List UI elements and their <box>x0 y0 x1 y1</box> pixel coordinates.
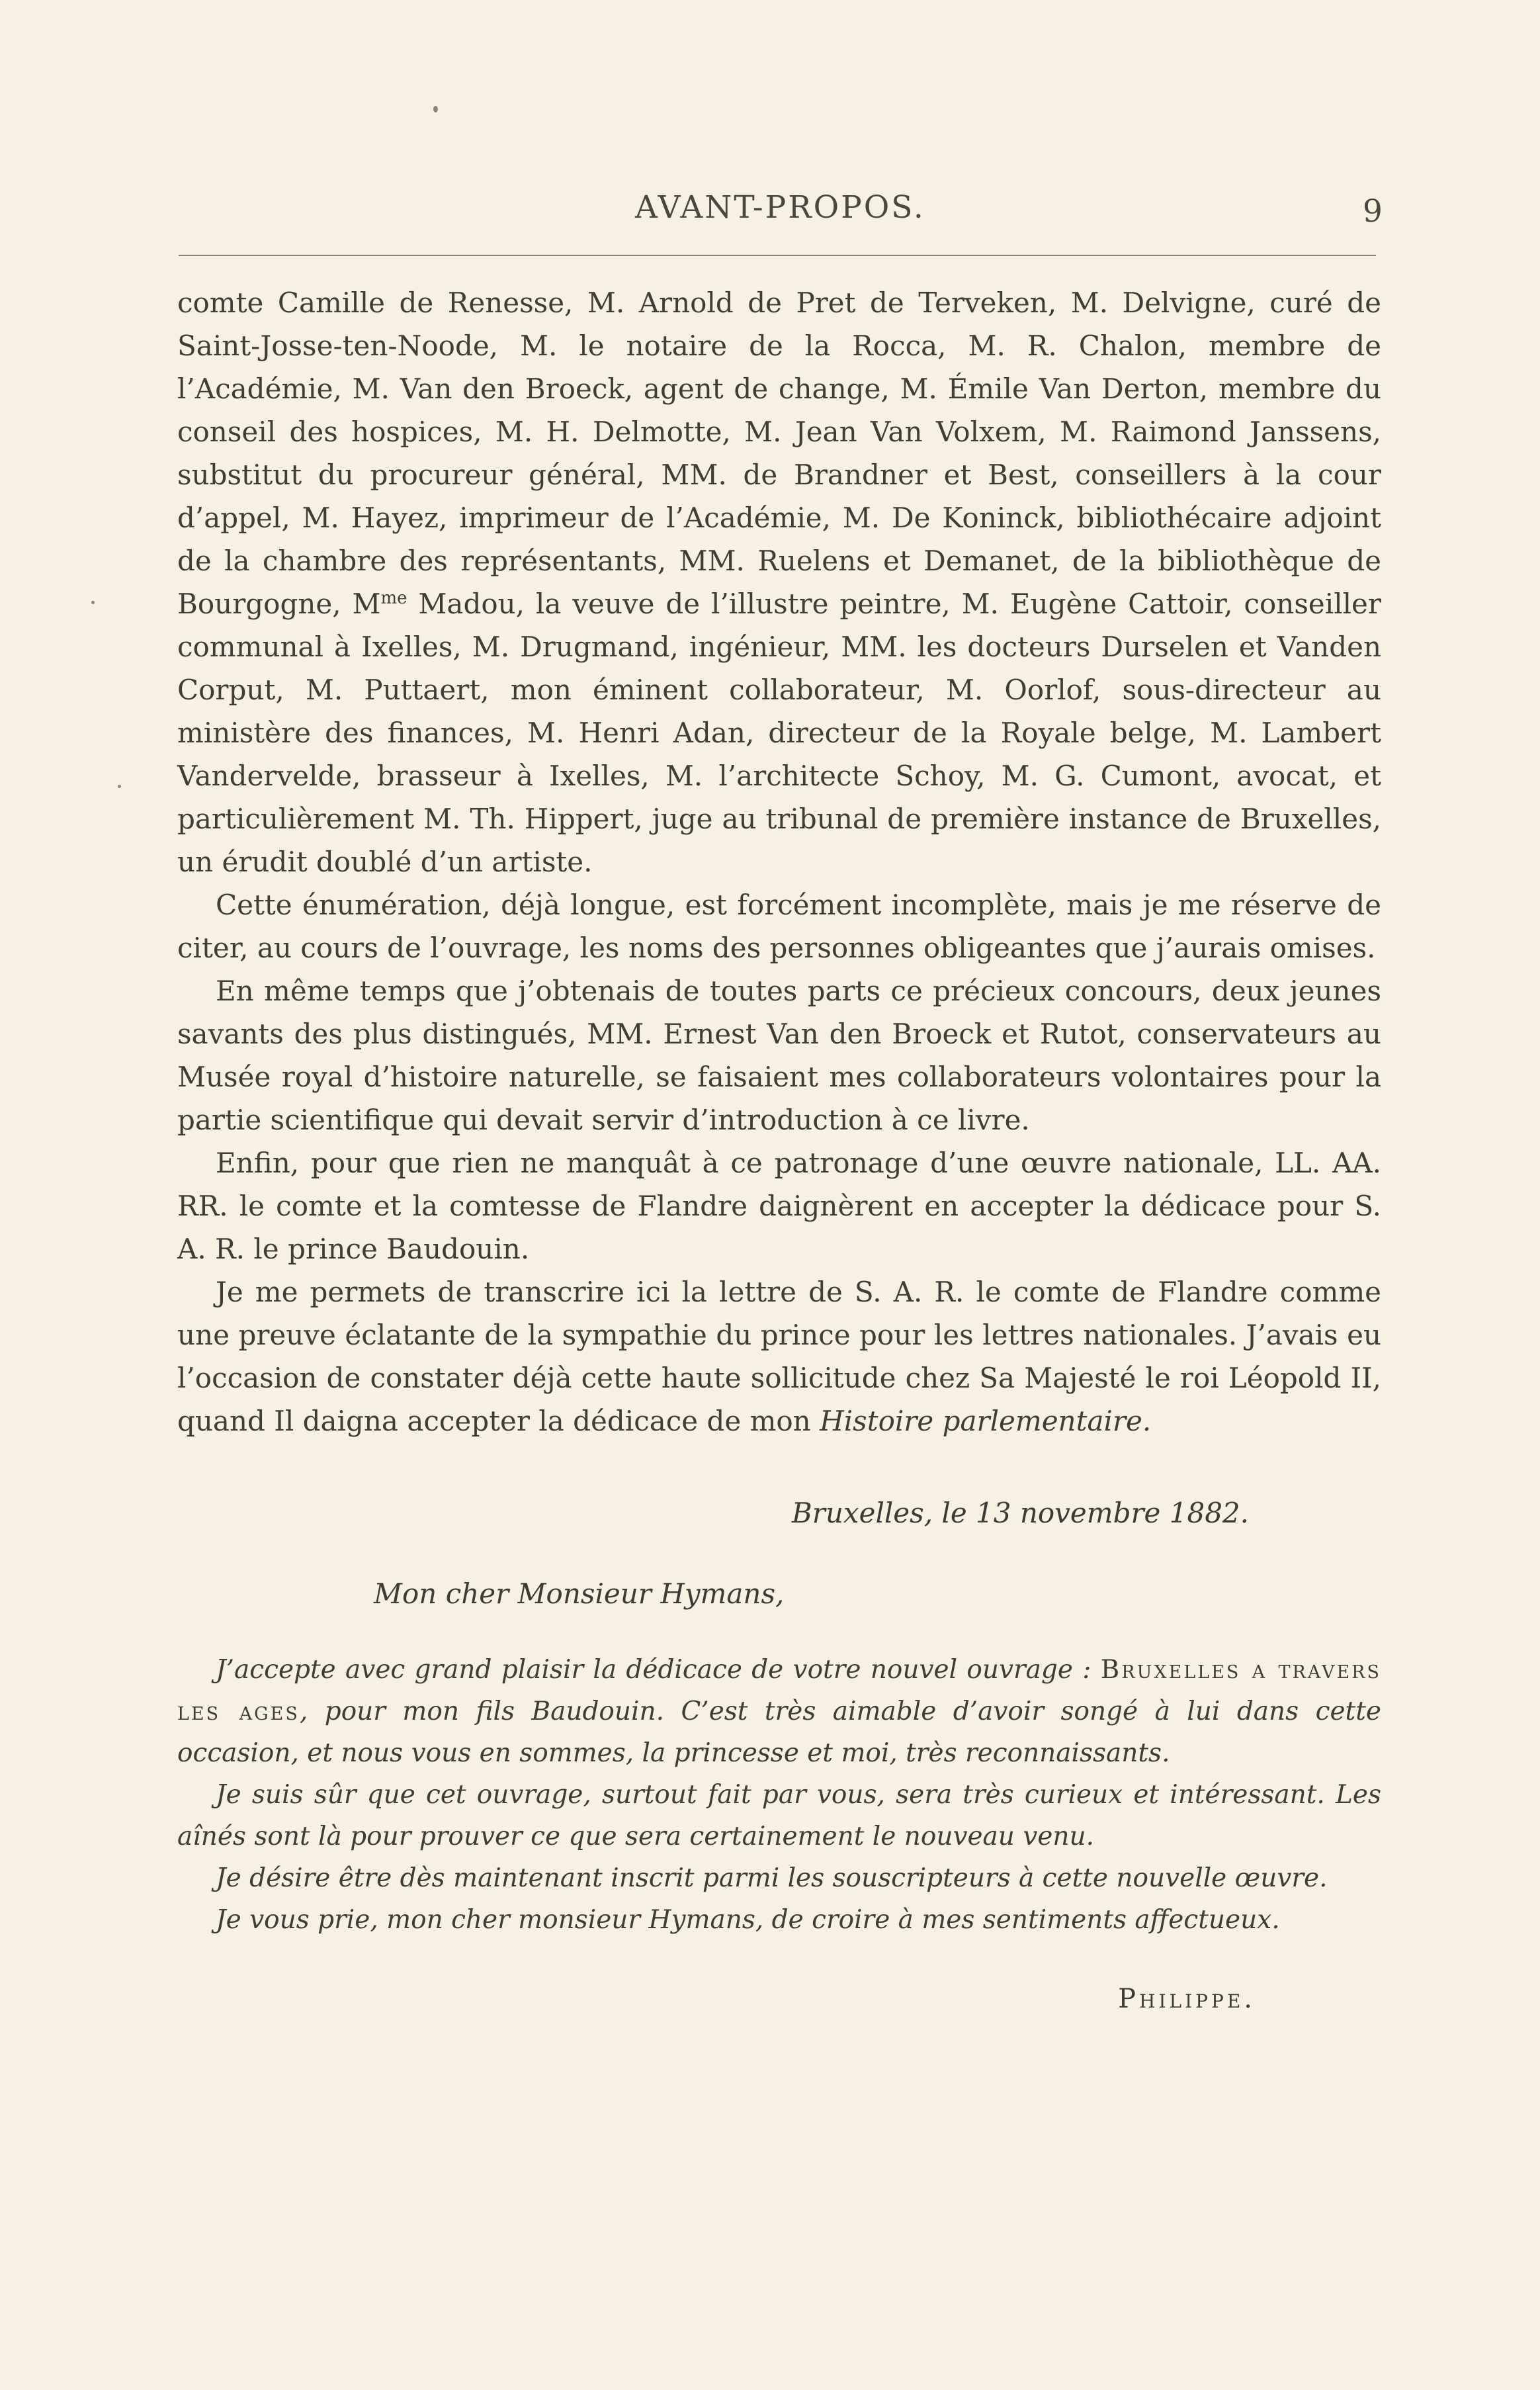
paragraph-1 <box>177 281 1381 883</box>
letter-date: Bruxelles, le 13 novembre 1882. <box>791 1497 1249 1529</box>
letter-paragraph-3: Je désire être dès maintenant inscrit parmi les souscripteurs à cette nouvelle œuvre. <box>216 1863 1328 1893</box>
letter-paragraph-2: Je suis sûr que cet ouvrage, surtout fait par vous, sera très curieux et intéressant. Les aînés sont là pour prouver ce que sera certainement le nouveau venu. <box>177 1780 1381 1851</box>
header-rule <box>179 255 1376 256</box>
paragraph-5-text: Je me permets de transcrire ici la lettre de S. A. R. le comte de Flandre comme une preuve éclatante de la sympathie du prince pour les lettres nationales. J’avais eu l’occasion de constater déjà cette haute sollicitude chez Sa Majesté le roi Léopold II, quand Il daigna accepter la dédicace de mon <box>177 1276 1381 1437</box>
letter-body <box>177 1649 1381 1941</box>
letter-paragraph-1-rest: , pour mon fils Baudouin. C’est très aimable d’avoir songé à lui dans cette occasion, et nous vous en sommes, la princesse et moi, très reconnaissants. <box>177 1697 1381 1768</box>
paragraph-1-rest: Madou, la veuve de l’illustre peintre, M. Eugène Cattoir, conseiller communal à Ixelles, M. Drugmand, ingénieur, MM. les docteurs Durselen et Vanden Corput, M. Puttaert, mon éminent collaborateur, M. Oorlof, sous-directeur au ministère des finances, M. Henri Adan, directeur de la Royale belge, M. Lambert Vandervelde, brasseur à Ixelles, M. l’architecte Schoy, M. G. Cumont, avocat, et particulièrement M. Th. Hippert, juge au tribunal de première instance de Bruxelles, un érudit doublé d’un artiste. <box>177 588 1381 878</box>
paragraph-5 <box>177 1270 1381 1442</box>
margin-dot <box>118 785 121 788</box>
ink-speck <box>433 106 438 112</box>
book-title-small-caps: Bruxelles a travers les ages <box>177 1655 1381 1726</box>
letter-paragraph-1-text: J’accepte avec grand plaisir la dédicace de votre nouvel ouvrage : <box>216 1655 1101 1685</box>
book-title-italic: Histoire parlementaire. <box>820 1405 1152 1437</box>
paragraph-3: En même temps que j’obtenais de toutes parts ce précieux concours, deux jeunes savants des plus distingués, MM. Ernest Van den Broeck et Rutot, conservateurs au Musée royal d’histoire naturelle, se faisaient mes collaborateurs volontaires pour la partie scientifique qui devait servir d’introduction à ce livre. <box>177 975 1381 1136</box>
page-number: 9 <box>1363 193 1383 230</box>
body-text <box>177 281 1381 1442</box>
running-header-title: AVANT-PROPOS. <box>635 189 925 226</box>
letter-salutation: Mon cher Monsieur Hymans, <box>374 1577 785 1610</box>
letter-paragraph-4: Je vous prie, mon cher monsieur Hymans, de croire à mes sentiments affectueux. <box>216 1905 1280 1935</box>
letter-paragraph-1 <box>177 1649 1381 1774</box>
signature: Philippe. <box>1118 1984 1256 2014</box>
paragraph-4: Enfin, pour que rien ne manquât à ce patronage d’une œuvre nationale, LL. AA. RR. le comte et la comtesse de Flandre daignèrent en accepter la dédicace pour S. A. R. le prince Baudouin. <box>177 1147 1381 1265</box>
superscript: me <box>380 588 407 608</box>
margin-dot <box>91 601 95 604</box>
paragraph-1-text: comte Camille de Renesse, M. Arnold de Pret de Terveken, M. Delvigne, curé de Saint-Josse-ten-Noode, M. le notaire de la Rocca, M. R. Chalon, membre de l’Académie, M. Van den Broeck, agent de change, M. Émile Van Derton, membre du conseil des hospices, M. H. Delmotte, M. Jean Van Volxem, M. Raimond Janssens, substitut du procureur général, MM. de Brandner et Best, conseillers à la cour d’appel, M. Hayez, imprimeur de l’Académie, M. De Koninck, bibliothécaire adjoint de la chambre des représentants, MM. Ruelens et Demanet, de la bibliothèque de Bourgogne, M <box>177 287 1381 620</box>
paragraph-2: Cette énumération, déjà longue, est forcément incomplète, mais je me réserve de citer, au cours de l’ouvrage, les noms des personnes obligeantes que j’aurais omises. <box>177 889 1381 964</box>
